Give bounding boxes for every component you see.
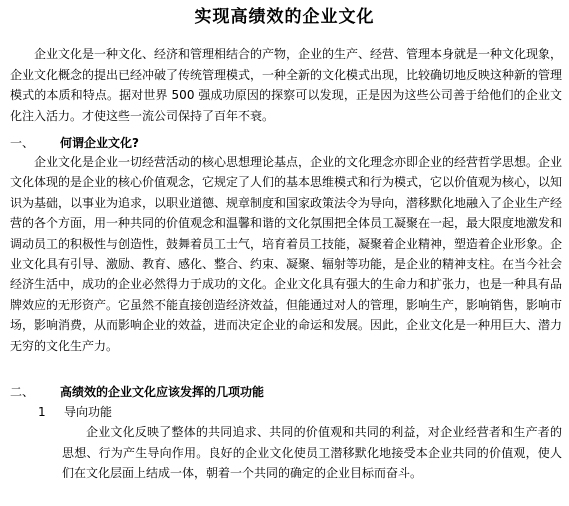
subsection-1-paragraph: 企业文化反映了整体的共同追求、共同的价值观和共同的利益，对企业经营者和生产者的思想、行为产生导向作用。良好的企业文化使员工潜移默化地接受本企业共同的价值观，使人们在文化层面上结成一体，朝着一个共同的确定的企业目标而奋斗。 (62, 425, 562, 480)
section-2-number: 二、 (10, 385, 35, 399)
section-1-heading (10, 134, 139, 152)
section-1-paragraph: 企业文化是企业一切经营活动的核心思想理论基点，企业的文化理念亦即企业的经营哲学思想。企业文化体现的是企业的核心价值观念，它规定了人们的基本思维模式和行为模式，它以价值观为核心，以知识为基础，以事业为追求，以职业道德、规章制度和国家政策法令为导向，潜移默化地融入了企业生产经营的各个方面，用一种共同的价值观念和温馨和谐的文化氛围把全体员工凝聚在一起，最大限度地激发和调动员工的积极性与创造性，鼓舞着员工士气，培育着员工技能，凝聚着企业精神，塑造着企业形象。企业文化具有引导、激励、教育、感化、整合、约束、凝聚、辐射等功能，是企业的精神支柱。在当今社会经济生活中，成功的企业必然得力于成功的文化。企业文化具有强大的生命力和扩张力，也是一种具有品牌效应的无形资产。它虽然不能直接创造经济效益，但能通过对人的管理，影响生产，影响销售，影响市场，影响消费，从而影响企业的效益，进而决定企业的命运和发展。因此，企业文化是一种用巨大、潜力无穷的文化生产力。 (10, 155, 563, 353)
intro-paragraph: 企业文化是一种文化、经济和管理相结合的产物，企业的生产、经营、管理本身就是一种文化现象，企业文化概念的提出已经冲破了传统管理模式，一种全新的文化模式出现，比较确切地反映这种新的管理模式的本质和特点。据对世界 500 强成功原因的探察可以发现，正是因为这些公司善于给他们的企业文化注入活力。才使这些一流公司保持了百年不衰。 (10, 47, 563, 123)
section-1-number: 一、 (10, 136, 35, 150)
page-title: 实现高绩效的企业文化 (194, 7, 375, 27)
section-2-title: 高绩效的企业文化应该发挥的几项功能 (60, 385, 265, 399)
subsection-1-heading (38, 403, 112, 421)
subsection-1-title: 导向功能 (64, 405, 113, 419)
subsection-1-number: 1 (38, 405, 46, 419)
section-1-title: 何谓企业文化? (60, 136, 139, 150)
section-2-heading (10, 383, 264, 401)
